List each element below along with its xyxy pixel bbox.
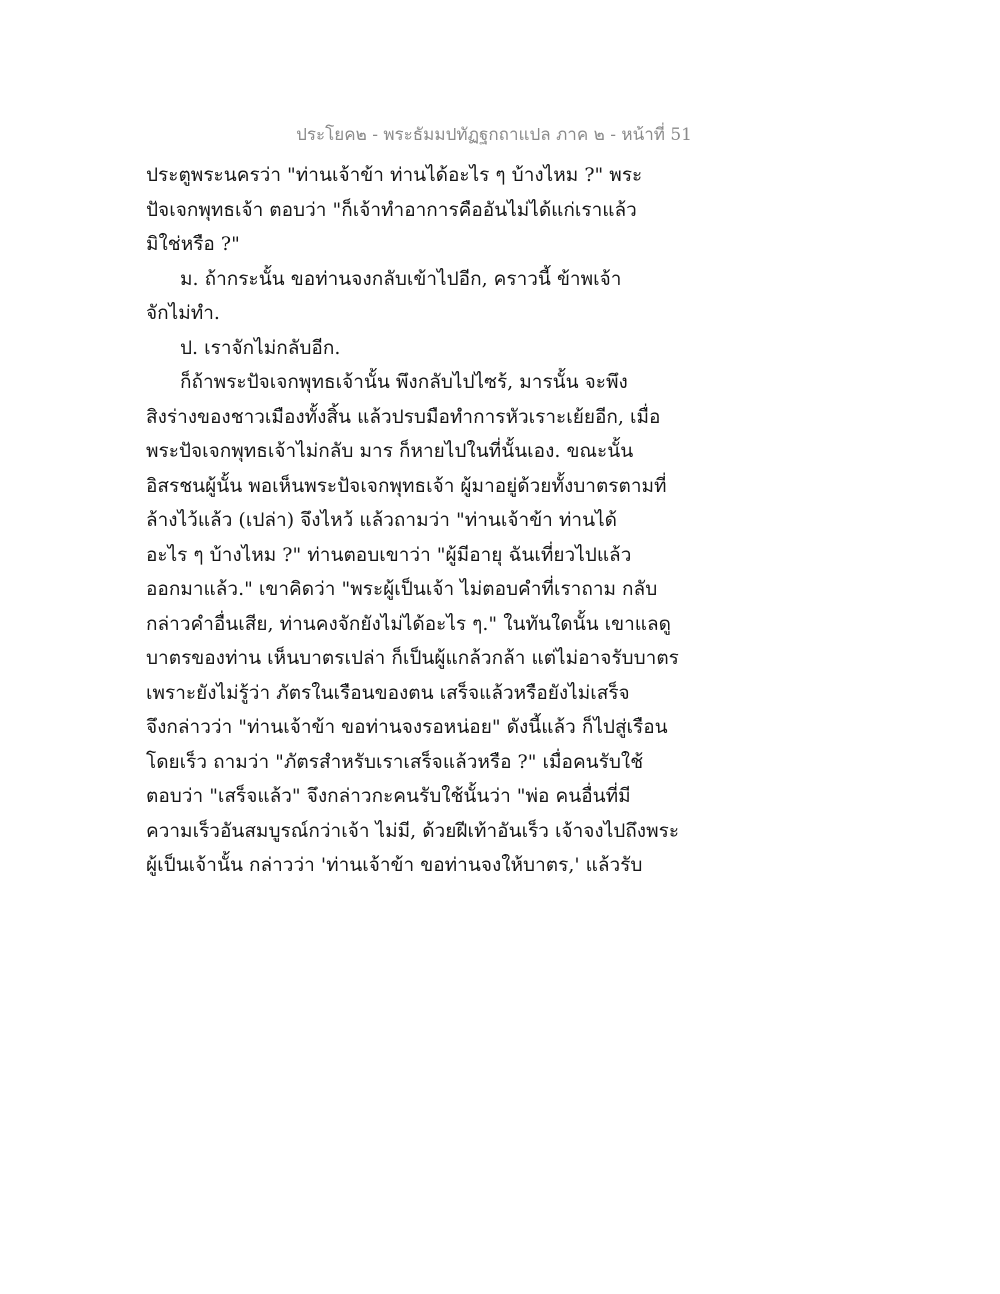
paragraph xyxy=(146,262,686,331)
text-line: จึงกล่าวว่า "ท่านเจ้าข้า ขอท่านจงรอหน่อย" ดังนี้แล้ว ก็ไปสู่เรือน xyxy=(146,716,668,738)
text-line: โดยเร็ว ถามว่า "ภัตรสำหรับเราเสร็จแล้วหรือ ?" เมื่อคนรับใช้ xyxy=(146,750,644,773)
paragraph xyxy=(146,158,686,262)
text-line: ตอบว่า "เสร็จแล้ว" จึงกล่าวกะคนรับใช้นั้นว่า "พ่อ คนอื่นที่มี xyxy=(146,785,631,807)
text-line: กล่าวคำอื่นเสีย, ท่านคงจักยังไม่ได้อะไร ๆ." ในทันใดนั้น เขาแลดู xyxy=(146,612,671,635)
text-line: สิงร่างของชาวเมืองทั้งสิ้น แล้วปรบมือทำการหัวเราะเย้ยอีก, เมื่อ xyxy=(146,405,661,428)
text-line: มิใช่หรือ ?" xyxy=(146,233,240,255)
text-line: เพราะยังไม่รู้ว่า ภัตรในเรือนของตน เสร็จแล้วหรือยังไม่เสร็จ xyxy=(146,681,630,704)
body-text xyxy=(146,158,686,883)
text-line: ก็ถ้าพระปัจเจกพุทธเจ้านั้น พึงกลับไปไซร้, มารนั้น จะพึง xyxy=(180,371,628,393)
text-line: ออกมาแล้ว." เขาคิดว่า "พระผู้เป็นเจ้า ไม่ตอบคำที่เราถาม กลับ xyxy=(146,578,658,600)
text-line: อิสรชนผู้นั้น พอเห็นพระปัจเจกพุทธเจ้า ผู้มาอยู่ด้วยทั้งบาตรตามที่ xyxy=(146,474,667,497)
text-line: ประตูพระนครว่า "ท่านเจ้าข้า ท่านได้อะไร ๆ บ้างไหม ?" พระ xyxy=(146,164,643,186)
text-line: ความเร็วอันสมบูรณ์กว่าเจ้า ไม่มี, ด้วยฝีเท้าอันเร็ว เจ้าจงไปถึงพระ xyxy=(146,819,680,842)
paragraph xyxy=(146,365,686,883)
text-line: จักไม่ทำ. xyxy=(146,302,220,324)
text-line: อะไร ๆ บ้างไหม ?" ท่านตอบเขาว่า "ผู้มีอายุ ฉันเที่ยวไปแล้ว xyxy=(146,543,632,566)
text-line: ป. เราจักไม่กลับอีก. xyxy=(180,336,341,359)
text-line: ปัจเจกพุทธเจ้า ตอบว่า "ก็เจ้าทำอาการคืออันไม่ได้แก่เราแล้ว xyxy=(146,198,637,221)
paragraph xyxy=(146,331,686,366)
text-line: ผู้เป็นเจ้านั้น กล่าวว่า 'ท่านเจ้าข้า ขอท่านจงให้บาตร,' แล้วรับ xyxy=(146,854,643,876)
text-line: บาตรของท่าน เห็นบาตรเปล่า ก็เป็นผู้แกล้วกล้า แต่ไม่อาจรับบาตร xyxy=(146,647,679,669)
text-line: ม. ถ้ากระนั้น ขอท่านจงกลับเข้าไปอีก, คราวนี้ ข้าพเจ้า xyxy=(180,267,622,290)
text-line: พระปัจเจกพุทธเจ้าไม่กลับ มาร ก็หายไปในที่นั้นเอง. ขณะนั้น xyxy=(146,440,634,462)
page-header: ประโยค๒ - พระธัมมปทัฏฐกถาแปล ภาค ๒ - หน้าที่ 51 xyxy=(296,125,692,145)
text-line: ล้างไว้แล้ว (เปล่า) จึงไหว้ แล้วถามว่า "ท่านเจ้าข้า ท่านได้ xyxy=(146,509,617,531)
